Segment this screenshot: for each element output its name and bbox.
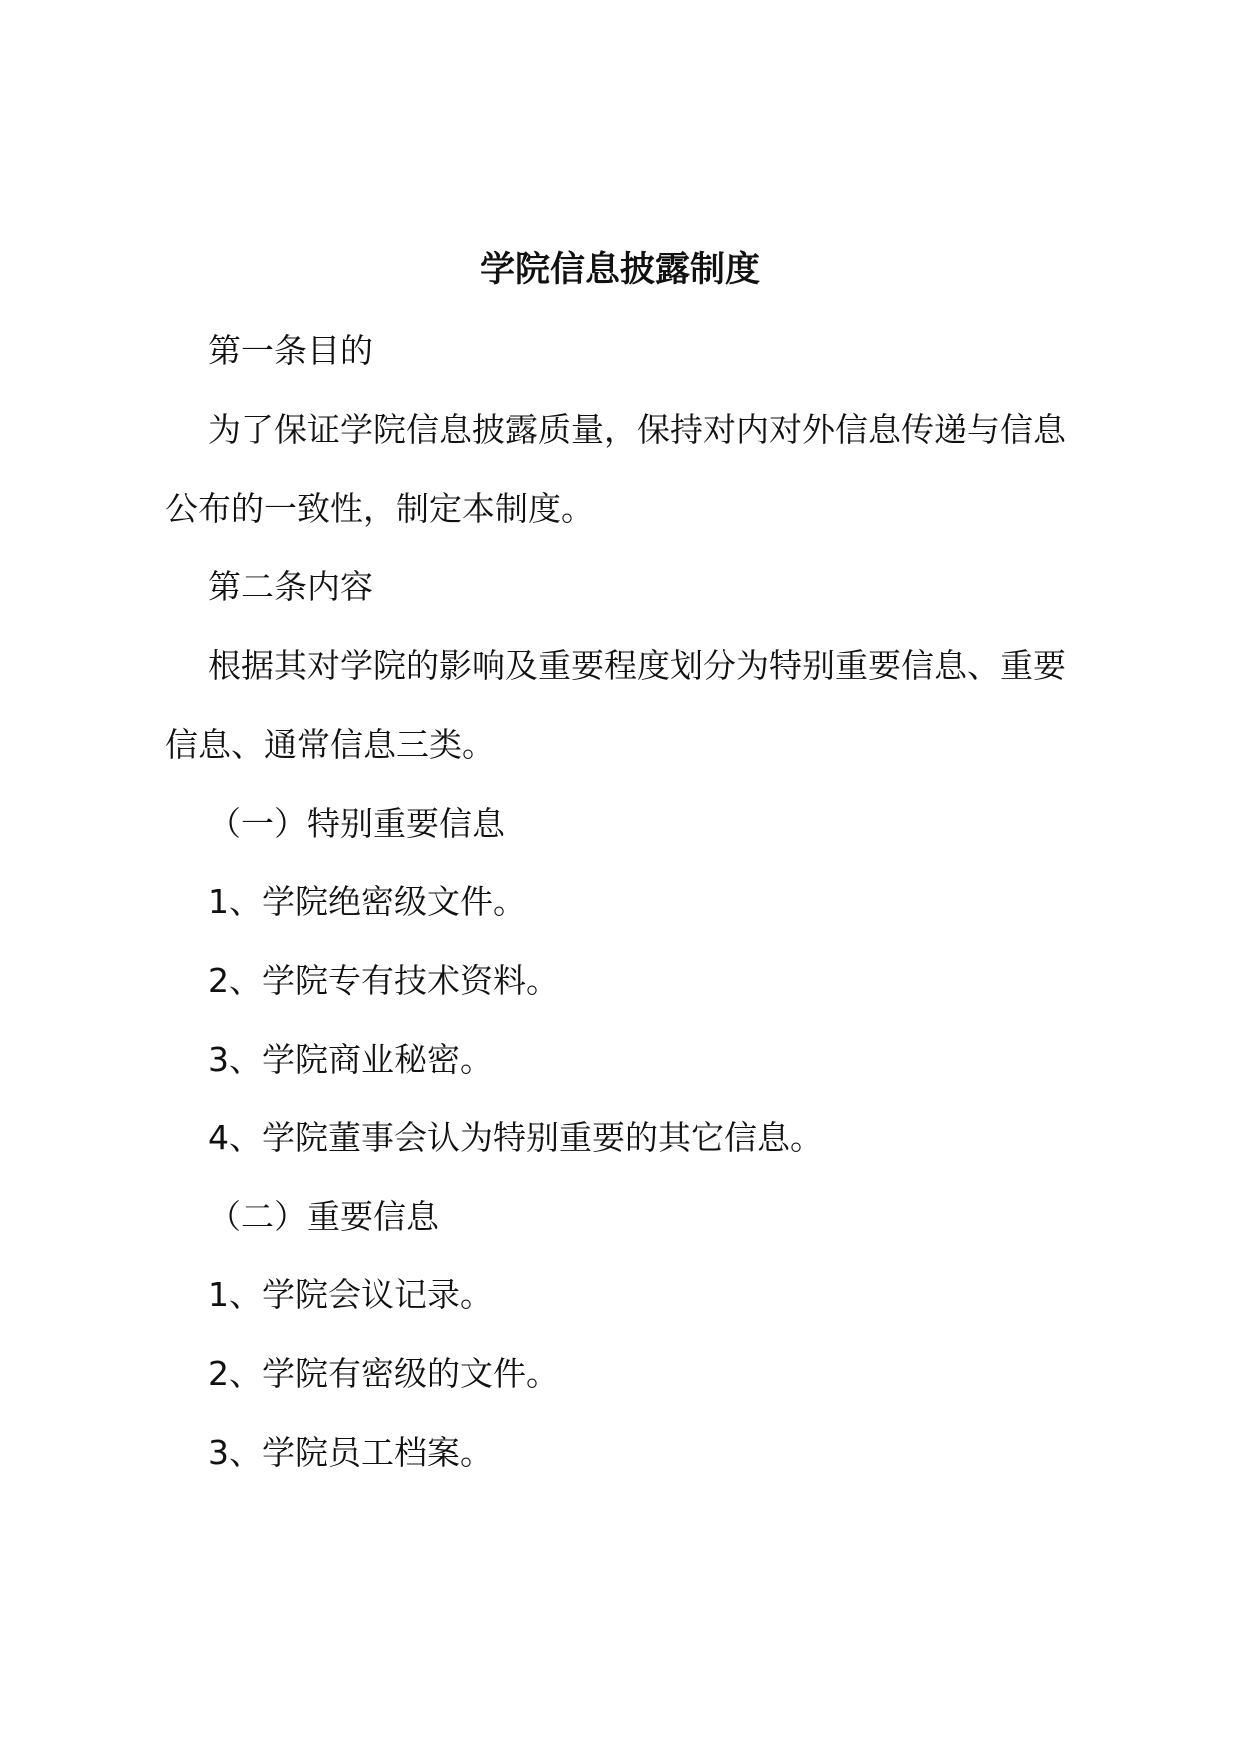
paragraph-line: 为了保证学院信息披露质量，保持对内对外信息传递与信息: [208, 410, 1066, 449]
document-title: 学院信息披露制度: [479, 250, 760, 290]
paragraph-line: 根据其对学院的影响及重要程度划分为特别重要信息、重要: [208, 646, 1066, 685]
list-item: 2、学院专有技术资料。: [208, 961, 559, 1000]
section-heading-2: （二）重要信息: [208, 1197, 439, 1236]
list-item: 4、学院董事会认为特别重要的其它信息。: [208, 1118, 823, 1157]
paragraph-line: 公布的一致性，制定本制度。: [165, 489, 594, 528]
list-item: 3、学院商业秘密。: [208, 1040, 493, 1079]
paragraph-line: 信息、通常信息三类。: [165, 725, 495, 764]
section-heading-1: （一）特别重要信息: [208, 804, 505, 843]
list-item: 1、学院绝密级文件。: [208, 882, 526, 921]
list-item: 2、学院有密级的文件。: [208, 1354, 559, 1393]
list-item: 1、学院会议记录。: [208, 1275, 493, 1314]
article-1-heading: 第一条目的: [208, 331, 373, 370]
list-item: 3、学院员工档案。: [208, 1433, 493, 1472]
article-2-heading: 第二条内容: [208, 567, 373, 606]
